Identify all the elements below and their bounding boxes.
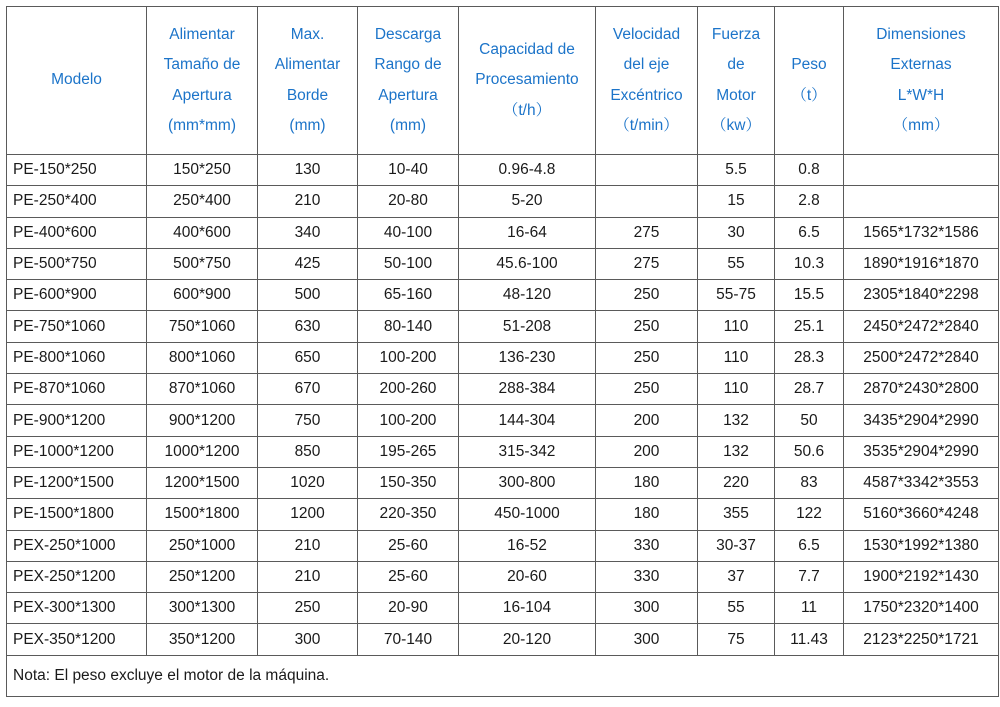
table-cell-fuerza-motor: 15 xyxy=(698,186,775,217)
table-cell-modelo: PEX-250*1200 xyxy=(7,561,147,592)
table-cell-fuerza-motor: 132 xyxy=(698,405,775,436)
column-header-peso xyxy=(775,7,844,155)
table-cell-dimensiones xyxy=(844,155,999,186)
table-cell-peso: 122 xyxy=(775,499,844,530)
table-cell-velocidad: 300 xyxy=(596,624,698,655)
table-cell-velocidad: 250 xyxy=(596,342,698,373)
table-cell-peso: 10.3 xyxy=(775,248,844,279)
table-row xyxy=(7,311,999,342)
table-cell-max-alimentar-borde: 670 xyxy=(258,374,358,405)
table-cell-peso: 28.7 xyxy=(775,374,844,405)
table-cell-fuerza-motor: 55 xyxy=(698,248,775,279)
table-cell-velocidad: 180 xyxy=(596,499,698,530)
table-cell-max-alimentar-borde: 1020 xyxy=(258,467,358,498)
column-header-dimensiones xyxy=(844,7,999,155)
table-cell-capacidad: 136-230 xyxy=(459,342,596,373)
table-cell-alimentar-tamano: 250*1200 xyxy=(147,561,258,592)
table-row xyxy=(7,624,999,655)
column-header-line: del eje xyxy=(623,56,670,73)
table-cell-peso: 6.5 xyxy=(775,530,844,561)
table-cell-dimensiones: 3435*2904*2990 xyxy=(844,405,999,436)
table-cell-descarga-rango: 25-60 xyxy=(358,530,459,561)
table-cell-modelo: PE-1000*1200 xyxy=(7,436,147,467)
table-cell-dimensiones: 2450*2472*2840 xyxy=(844,311,999,342)
table-cell-alimentar-tamano: 250*400 xyxy=(147,186,258,217)
table-cell-modelo: PE-1200*1500 xyxy=(7,467,147,498)
table-cell-alimentar-tamano: 750*1060 xyxy=(147,311,258,342)
table-row xyxy=(7,342,999,373)
table-cell-descarga-rango: 220-350 xyxy=(358,499,459,530)
table-cell-dimensiones: 2870*2430*2800 xyxy=(844,374,999,405)
column-header-capacidad xyxy=(459,7,596,155)
table-cell-descarga-rango: 80-140 xyxy=(358,311,459,342)
table-cell-max-alimentar-borde: 130 xyxy=(258,155,358,186)
table-cell-descarga-rango: 20-80 xyxy=(358,186,459,217)
table-row xyxy=(7,155,999,186)
table-cell-peso: 50.6 xyxy=(775,436,844,467)
column-header-line: Alimentar xyxy=(274,56,341,73)
specifications-table xyxy=(6,6,999,697)
column-header-line: Rango de xyxy=(374,56,442,73)
column-header-descarga-rango xyxy=(358,7,459,155)
table-row xyxy=(7,374,999,405)
column-header-fuerza-motor xyxy=(698,7,775,155)
table-cell-capacidad: 315-342 xyxy=(459,436,596,467)
table-cell-alimentar-tamano: 600*900 xyxy=(147,280,258,311)
table-cell-velocidad: 330 xyxy=(596,561,698,592)
table-cell-capacidad: 288-384 xyxy=(459,374,596,405)
table-cell-fuerza-motor: 132 xyxy=(698,436,775,467)
table-cell-alimentar-tamano: 300*1300 xyxy=(147,593,258,624)
table-cell-alimentar-tamano: 900*1200 xyxy=(147,405,258,436)
table-cell-descarga-rango: 25-60 xyxy=(358,561,459,592)
table-cell-capacidad: 48-120 xyxy=(459,280,596,311)
table-cell-max-alimentar-borde: 210 xyxy=(258,530,358,561)
table-cell-descarga-rango: 100-200 xyxy=(358,342,459,373)
table-cell-velocidad: 250 xyxy=(596,374,698,405)
table-note: Nota: El peso excluye el motor de la máquina. xyxy=(7,655,999,696)
table-cell-max-alimentar-borde: 650 xyxy=(258,342,358,373)
table-row xyxy=(7,593,999,624)
table-cell-modelo: PE-150*250 xyxy=(7,155,147,186)
column-header-line: Dimensiones xyxy=(876,25,966,43)
table-cell-modelo: PEX-250*1000 xyxy=(7,530,147,561)
table-cell-capacidad: 20-60 xyxy=(459,561,596,592)
column-header-line: Excéntrico xyxy=(610,86,683,104)
column-header-line: L*W*H xyxy=(897,86,945,104)
column-header-line: （t） xyxy=(791,86,827,104)
table-cell-max-alimentar-borde: 300 xyxy=(258,624,358,655)
table-cell-dimensiones: 4587*3342*3553 xyxy=(844,467,999,498)
column-header-line: Externas xyxy=(890,56,952,73)
note-row xyxy=(7,655,999,696)
table-cell-velocidad: 180 xyxy=(596,467,698,498)
table-cell-velocidad: 300 xyxy=(596,593,698,624)
table-cell-dimensiones: 2123*2250*1721 xyxy=(844,624,999,655)
table-cell-velocidad: 250 xyxy=(596,280,698,311)
table-cell-fuerza-motor: 110 xyxy=(698,311,775,342)
table-cell-velocidad: 200 xyxy=(596,405,698,436)
table-cell-peso: 6.5 xyxy=(775,217,844,248)
table-cell-modelo: PE-500*750 xyxy=(7,248,147,279)
table-cell-descarga-rango: 150-350 xyxy=(358,467,459,498)
table-cell-velocidad: 275 xyxy=(596,248,698,279)
column-header-line: Fuerza xyxy=(711,25,761,43)
table-cell-capacidad: 45.6-100 xyxy=(459,248,596,279)
table-cell-capacidad: 450-1000 xyxy=(459,499,596,530)
table-cell-modelo: PEX-300*1300 xyxy=(7,593,147,624)
table-cell-alimentar-tamano: 870*1060 xyxy=(147,374,258,405)
table-cell-velocidad: 330 xyxy=(596,530,698,561)
table-cell-alimentar-tamano: 800*1060 xyxy=(147,342,258,373)
column-header-line: Apertura xyxy=(378,86,438,104)
column-header-line: Motor xyxy=(716,86,756,104)
table-cell-dimensiones: 1750*2320*1400 xyxy=(844,593,999,624)
table-body xyxy=(7,155,999,697)
table-cell-fuerza-motor: 110 xyxy=(698,342,775,373)
table-row xyxy=(7,280,999,311)
table-row xyxy=(7,217,999,248)
column-header-line: （t/h） xyxy=(502,101,552,119)
table-cell-fuerza-motor: 5.5 xyxy=(698,155,775,186)
table-cell-max-alimentar-borde: 500 xyxy=(258,280,358,311)
table-row xyxy=(7,467,999,498)
table-cell-alimentar-tamano: 1000*1200 xyxy=(147,436,258,467)
column-header-line: Velocidad xyxy=(612,25,681,43)
header-row xyxy=(7,7,999,155)
column-header-line: Alimentar xyxy=(169,25,235,43)
table-cell-capacidad: 20-120 xyxy=(459,624,596,655)
table-cell-descarga-rango: 50-100 xyxy=(358,248,459,279)
table-cell-descarga-rango: 200-260 xyxy=(358,374,459,405)
column-header-alimentar-tamano xyxy=(147,7,258,155)
table-cell-modelo: PE-750*1060 xyxy=(7,311,147,342)
table-cell-alimentar-tamano: 250*1000 xyxy=(147,530,258,561)
column-header-line: Max. xyxy=(290,25,325,43)
table-cell-fuerza-motor: 355 xyxy=(698,499,775,530)
table-cell-fuerza-motor: 220 xyxy=(698,467,775,498)
table-cell-modelo: PE-900*1200 xyxy=(7,405,147,436)
table-cell-fuerza-motor: 30 xyxy=(698,217,775,248)
table-row xyxy=(7,186,999,217)
table-cell-peso: 2.8 xyxy=(775,186,844,217)
table-cell-dimensiones: 1530*1992*1380 xyxy=(844,530,999,561)
table-cell-velocidad xyxy=(596,155,698,186)
table-cell-dimensiones: 5160*3660*4248 xyxy=(844,499,999,530)
table-cell-max-alimentar-borde: 1200 xyxy=(258,499,358,530)
table-cell-modelo: PE-400*600 xyxy=(7,217,147,248)
column-header-line: （mm） xyxy=(892,117,950,134)
column-header-line: Peso xyxy=(791,56,827,73)
table-cell-dimensiones: 1890*1916*1870 xyxy=(844,248,999,279)
column-header-max-alimentar-borde xyxy=(258,7,358,155)
table-cell-max-alimentar-borde: 250 xyxy=(258,593,358,624)
table-cell-max-alimentar-borde: 340 xyxy=(258,217,358,248)
table-cell-capacidad: 144-304 xyxy=(459,405,596,436)
table-cell-peso: 11 xyxy=(775,593,844,624)
table-cell-dimensiones: 1565*1732*1586 xyxy=(844,217,999,248)
table-cell-alimentar-tamano: 400*600 xyxy=(147,217,258,248)
column-header-line: Modelo xyxy=(51,71,102,89)
column-header-modelo xyxy=(7,7,147,155)
table-cell-descarga-rango: 10-40 xyxy=(358,155,459,186)
table-cell-peso: 25.1 xyxy=(775,311,844,342)
table-cell-velocidad: 275 xyxy=(596,217,698,248)
column-header-line: Borde xyxy=(286,86,329,104)
column-header-line: Apertura xyxy=(172,86,232,104)
table-cell-modelo: PE-1500*1800 xyxy=(7,499,147,530)
table-cell-velocidad xyxy=(596,186,698,217)
table-cell-peso: 7.7 xyxy=(775,561,844,592)
column-header-line: (mm*mm) xyxy=(167,117,236,134)
table-cell-capacidad: 51-208 xyxy=(459,311,596,342)
column-header-line: (mm) xyxy=(289,117,326,134)
table-cell-alimentar-tamano: 1200*1500 xyxy=(147,467,258,498)
table-cell-modelo: PEX-350*1200 xyxy=(7,624,147,655)
table-cell-descarga-rango: 20-90 xyxy=(358,593,459,624)
table-cell-modelo: PE-250*400 xyxy=(7,186,147,217)
table-cell-capacidad: 16-104 xyxy=(459,593,596,624)
table-cell-capacidad: 16-52 xyxy=(459,530,596,561)
table-cell-alimentar-tamano: 1500*1800 xyxy=(147,499,258,530)
table-cell-descarga-rango: 40-100 xyxy=(358,217,459,248)
table-cell-peso: 50 xyxy=(775,405,844,436)
table-cell-alimentar-tamano: 150*250 xyxy=(147,155,258,186)
table-cell-dimensiones: 2305*1840*2298 xyxy=(844,280,999,311)
table-cell-descarga-rango: 70-140 xyxy=(358,624,459,655)
table-cell-descarga-rango: 65-160 xyxy=(358,280,459,311)
table-cell-max-alimentar-borde: 210 xyxy=(258,561,358,592)
table-cell-peso: 11.43 xyxy=(775,624,844,655)
table-cell-max-alimentar-borde: 210 xyxy=(258,186,358,217)
table-cell-alimentar-tamano: 500*750 xyxy=(147,248,258,279)
table-row xyxy=(7,530,999,561)
table-cell-dimensiones: 3535*2904*2990 xyxy=(844,436,999,467)
column-header-line: Tamaño de xyxy=(163,56,241,73)
column-header-line: Capacidad de xyxy=(479,40,575,58)
column-header-line: Descarga xyxy=(374,25,442,43)
table-cell-max-alimentar-borde: 750 xyxy=(258,405,358,436)
table-row xyxy=(7,248,999,279)
table-cell-modelo: PE-600*900 xyxy=(7,280,147,311)
column-header-velocidad xyxy=(596,7,698,155)
table-cell-max-alimentar-borde: 850 xyxy=(258,436,358,467)
table-cell-capacidad: 16-64 xyxy=(459,217,596,248)
column-header-line: de xyxy=(727,56,745,73)
table-cell-modelo: PE-870*1060 xyxy=(7,374,147,405)
table-cell-peso: 83 xyxy=(775,467,844,498)
table-cell-fuerza-motor: 55 xyxy=(698,593,775,624)
table-cell-velocidad: 250 xyxy=(596,311,698,342)
table-cell-fuerza-motor: 110 xyxy=(698,374,775,405)
column-header-line: （kw） xyxy=(711,117,761,134)
table-row xyxy=(7,436,999,467)
table-cell-dimensiones: 1900*2192*1430 xyxy=(844,561,999,592)
table-row xyxy=(7,499,999,530)
table-cell-descarga-rango: 195-265 xyxy=(358,436,459,467)
table-cell-fuerza-motor: 55-75 xyxy=(698,280,775,311)
table-cell-peso: 0.8 xyxy=(775,155,844,186)
table-cell-max-alimentar-borde: 630 xyxy=(258,311,358,342)
table-row xyxy=(7,405,999,436)
column-header-line: (mm) xyxy=(389,117,427,134)
table-cell-capacidad: 0.96-4.8 xyxy=(459,155,596,186)
column-header-line: Procesamiento xyxy=(475,71,579,89)
table-cell-peso: 15.5 xyxy=(775,280,844,311)
table-cell-alimentar-tamano: 350*1200 xyxy=(147,624,258,655)
table-cell-fuerza-motor: 37 xyxy=(698,561,775,592)
table-cell-capacidad: 300-800 xyxy=(459,467,596,498)
table-cell-fuerza-motor: 30-37 xyxy=(698,530,775,561)
table-cell-descarga-rango: 100-200 xyxy=(358,405,459,436)
table-cell-modelo: PE-800*1060 xyxy=(7,342,147,373)
table-cell-max-alimentar-borde: 425 xyxy=(258,248,358,279)
column-header-line: （t/min） xyxy=(614,117,679,134)
table-cell-fuerza-motor: 75 xyxy=(698,624,775,655)
table-cell-velocidad: 200 xyxy=(596,436,698,467)
table-cell-peso: 28.3 xyxy=(775,342,844,373)
table-cell-dimensiones: 2500*2472*2840 xyxy=(844,342,999,373)
table-row xyxy=(7,561,999,592)
table-cell-dimensiones xyxy=(844,186,999,217)
table-cell-capacidad: 5-20 xyxy=(459,186,596,217)
